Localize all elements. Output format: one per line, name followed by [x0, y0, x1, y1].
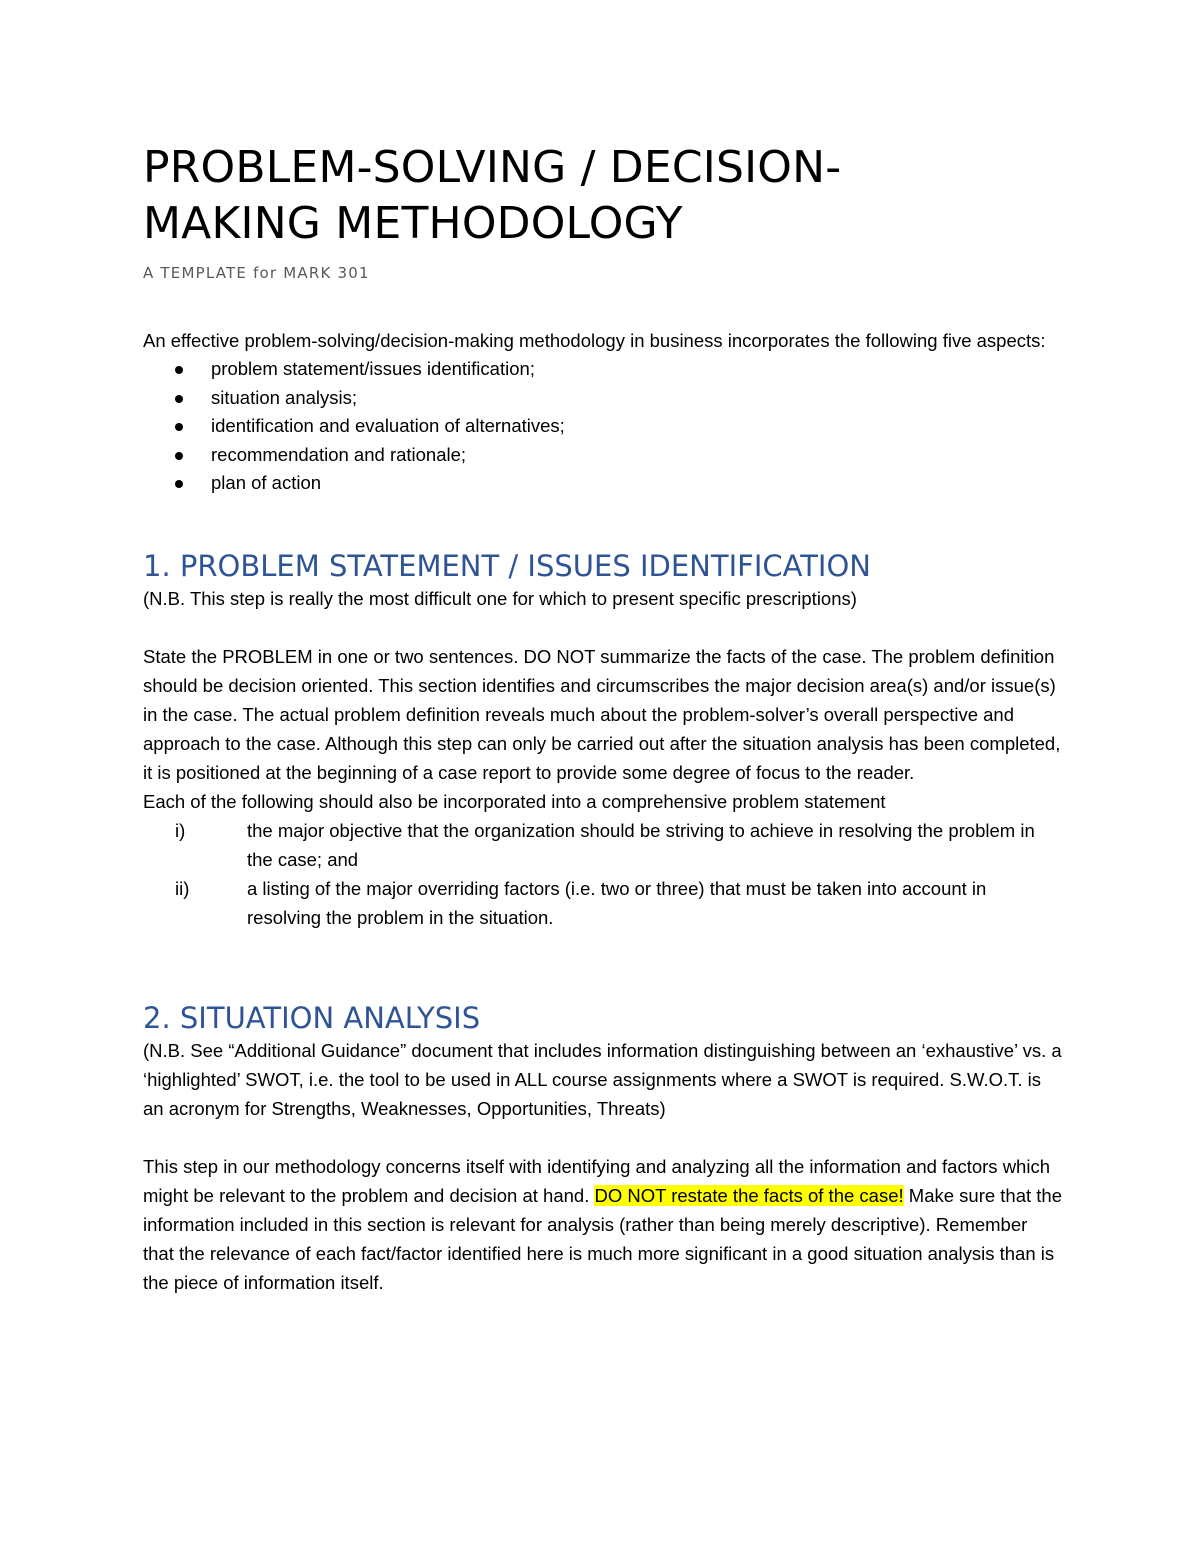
section-1-paragraph: State the PROBLEM in one or two sentences. DO NOT summarize the facts of the case. The problem definition should be decision oriented. This section identifies and circumscribes the major decision area(s) and/or issue(s) in the case. The actual problem definition reveals much about the problem-solver’s overall perspective and approach to the case. Although this step can only be carried out after the situation analysis has been completed, it is positioned at the beginning of a case report to provide some degree of focus to the reader. — [143, 645, 1061, 783]
bullet-icon — [175, 366, 183, 374]
section-1-lead-in: Each of the following should also be incorporated into a comprehensive problem statement — [143, 790, 886, 812]
section-1-numbered-list — [143, 816, 1063, 932]
list-item: identification and evaluation of alternatives; — [143, 412, 1063, 441]
section-1-heading: 1. PROBLEM STATEMENT / ISSUES IDENTIFICATION — [143, 548, 871, 583]
list-item: recommendation and rationale; — [143, 441, 1063, 470]
list-item: problem statement/issues identification; — [143, 355, 1063, 384]
list-item: plan of action — [143, 469, 1063, 498]
bullet-icon — [175, 423, 183, 431]
bullet-icon — [175, 452, 183, 460]
list-item: situation analysis; — [143, 384, 1063, 413]
aspects-list — [143, 355, 1063, 498]
section-2-paragraph: This step in our methodology concerns itself with identifying and analyzing all the information and factors which might be relevant to the problem and decision at hand. DO NOT restate the facts of the case! Make sure that the information included in this section is relevant for analysis (rather than being merely descriptive). Remember that the relevance of each fact/factor identified here is much more significant in a good situation analysis than is the piece of information itself. — [143, 1155, 1063, 1293]
section-2-heading: 2. SITUATION ANALYSIS — [143, 1000, 481, 1035]
highlighted-text: DO NOT restate the facts of the case! — [594, 1184, 904, 1206]
title-line-2: MAKING METHODOLOGY — [143, 198, 683, 249]
document-title — [143, 140, 1063, 252]
item-text: the major objective that the organization should be striving to achieve in resolving the problem in the case; and — [247, 819, 1035, 870]
section-2-note: (N.B. See “Additional Guidance” document that includes information distinguishing between an ‘exhaustive’ vs. a ‘highlighted’ SWOT, i.e. the tool to be used in ALL course assignments where a SWOT is required. S.W.O.T. is an acronym for Strengths, Weaknesses, Opportunities, Threats) — [143, 1039, 1062, 1119]
list-item — [143, 874, 1063, 932]
item-number: ii) — [175, 877, 190, 899]
intro-paragraph: An effective problem-solving/decision-making methodology in business incorporates the following five aspects: — [143, 330, 1046, 351]
bullet-icon — [175, 395, 183, 403]
title-line-1: PROBLEM-SOLVING / DECISION- — [143, 142, 842, 193]
bullet-icon — [175, 480, 183, 488]
section-1-note: (N.B. This step is really the most difficult one for which to present specific prescriptions) — [143, 587, 857, 609]
item-number: i) — [175, 819, 186, 841]
document-subtitle: A TEMPLATE for MARK 301 — [143, 264, 370, 282]
item-text: a listing of the major overriding factors (i.e. two or three) that must be taken into account in resolving the problem in the situation. — [247, 877, 987, 928]
list-item — [143, 816, 1063, 874]
document-page — [143, 140, 1063, 1297]
